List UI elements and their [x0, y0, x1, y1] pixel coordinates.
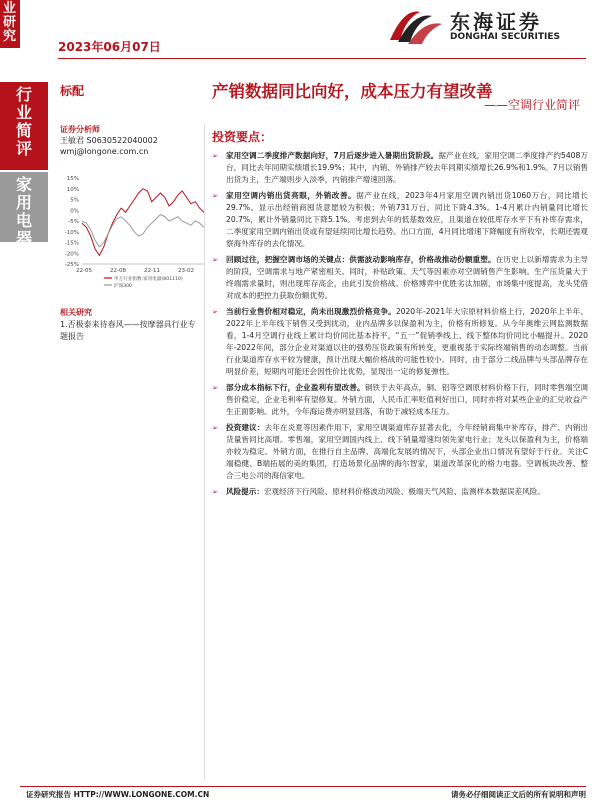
footer-left: 证券研究报告 HTTP://WWW.LONGONE.COM.CN: [26, 790, 210, 799]
keypoint-text: 在历史上以新增需求为主导的阶段，空调需求与地产紧密相关。同时，补贴政策、天气等因素亦对空调销售产生影响。生产压货量大于终端需求量时，则出现库存高企，由此引发价格战。价格博弈中优胜劣汰加剧，市场集中度提高，龙头凭借对成本的把控力获取份额优势。: [226, 255, 588, 300]
column-divider: [204, 124, 205, 780]
analyst-email[interactable]: wmj@longone.com.cn: [60, 147, 149, 156]
logo-cn-text: 东海证券: [450, 10, 542, 34]
keypoint-paragraph: [210, 486, 588, 498]
y-tick-label: -5%: [68, 219, 79, 225]
x-tick-label: 23-02: [178, 268, 194, 274]
footer-divider: [20, 786, 586, 787]
related-item[interactable]: 1.否极泰来待春风——按摩器具行业专题报告: [60, 320, 196, 341]
keypoint-paragraph: [210, 382, 588, 418]
y-tick-label: 15%: [66, 176, 79, 182]
keypoint-lead: 家用空调内销出货亮眼，外销改善。: [226, 191, 357, 200]
keypoint-lead: 当前行业售价相对稳定，尚未出现激烈价格竞争。: [226, 307, 396, 316]
corner-tab: 业研究: [0, 0, 20, 48]
logo-mark-icon: [386, 2, 446, 48]
sidebar-category: 行业简评: [0, 82, 48, 170]
report-subtitle: ——空调行业简评: [483, 98, 580, 112]
bullet-arrow-icon: ➢: [212, 152, 218, 160]
bullet-arrow-icon: ➢: [212, 384, 218, 392]
y-tick-label: -20%: [64, 251, 79, 258]
legend-label: 申万行业指数:家用电器(801110): [114, 277, 183, 282]
keypoint-lead: 家用空调二季度排产数据向好，7月后逐步进入暑期出货阶段。: [226, 151, 439, 160]
y-tick-label: 0%: [70, 208, 79, 215]
keypoint-paragraph: [210, 190, 588, 250]
bullet-arrow-icon: ➢: [212, 488, 218, 496]
keypoint-text: 去年在炎夏等因素作用下，家用空调渠道库存显著去化，今年经销商集中补库存，排产、内销出货量皆同比高增。零售端，家用空调国内线上、线下销量增速均领先家电行业；龙头以保盈利为主，价格端亦较为稳定。外销方面，在推行自主品牌、高端化发展的情况下，头部企业出口情况有望好于行业。关注C端稳健、B端拓展的美的集团，打造场景化品牌的海尔智家，渠道改革深化的格力电器。空调板块改善、整合三电公司的海信家电。: [226, 423, 589, 480]
keypoint-text: 铜铁于去年高点，铜、铝等空调原材料价格下行，同时零售端空调售价稳定，企业毛利率有望修复。外销方面，人民币汇率贬值利好出口，同时亦将对某些企业的汇兑收益产生正面影响。此外，今年海运费亦明显回落，有助于减轻成本压力。: [226, 383, 589, 416]
analyst-label: 证券分析师: [60, 125, 100, 134]
sidebar-industry: 家用电器: [0, 172, 48, 242]
brand-logo: [386, 2, 586, 50]
rating: 标配: [60, 84, 85, 98]
keypoint-text: 据产业在线，2023年4月家用空调内销出货1060万台，同比增长29.7%。显示出经销商囤货意愿较为积极；外销731万台，同比下降4.3%。1-4月累计内销量同比增长20.7%，累计外销量同比下降5.1%。考虑到去年的低基数效应，且渠道在较低库存水平下有补库存需求，二季度家用空调内销出货或有望延续同比增长趋势。出口方面，4月同比增速下降幅度有所收窄，长期还需观察海外库存的去化情况。: [226, 191, 589, 248]
logo-en-text: DONGHAI SECURITIES: [450, 32, 560, 42]
keypoint-paragraph: [210, 150, 588, 186]
keypoint-paragraph: [210, 306, 588, 378]
keypoint-lead: 投资建议：: [226, 423, 265, 432]
keypoint-text: 据产业在线，家用空调二季度排产约5408万台，同比去年同期实绩增长19.9%；其中，内销、外销排产较去年同期实绩增长26.9%和1.9%。7月以销售出货为主，生产端则步入淡季，内销排产增速回落。: [226, 151, 588, 184]
keypoint-lead: 风险提示：: [226, 487, 264, 496]
keypoint-text: 宏观经济下行风险、原材料价格波动风险、极端天气风险、监测样本数据误差风险。: [263, 487, 545, 496]
keypoint-lead: 回顾过往，把握空调市场的关键点：供需波动影响库存，价格战推动份额重塑。: [226, 255, 496, 264]
header-divider: [58, 58, 586, 59]
bullet-arrow-icon: ➢: [212, 256, 218, 264]
related-research: [60, 307, 200, 343]
x-tick-label: 22-05: [76, 268, 92, 274]
analyst-block: [60, 124, 158, 157]
x-tick-label: 22-08: [110, 268, 126, 274]
price-chart: [60, 172, 208, 304]
keypoint-text: 2020年-2021年大宗原材料价格上行，2020年上半年、2022年上半年线下销售又受到扰动，业内品牌多以保盈利为主，价格有所修复。从今年奥维云网监测数据看，1-4月空调行业线上累计均价同比基本持平，“五一”促销季线上、线下整体均价同比小幅提升。2020年-2022年间，部分企业对渠道以往的强势压货政策有所转变，更重视基于实际终端销售的动态调整。当前行业渠道库存水平较为健康，预计出现大幅价格战的可能性较小。同时，由于部分二线品牌与头部品牌存在明显价差，短期内可能还会因性价比优势，显现出一定的修复弹性。: [226, 307, 588, 376]
keypoint-paragraph: [210, 254, 588, 302]
bullet-arrow-icon: ➢: [212, 424, 218, 432]
keypoints-heading: 投资要点：: [212, 130, 273, 144]
keypoint-paragraph: [210, 422, 588, 482]
chart-svg: [60, 172, 208, 304]
x-tick-label: 22-11: [144, 268, 160, 274]
y-tick-label: 5%: [70, 197, 79, 204]
y-tick-label: 10%: [66, 186, 79, 193]
bullet-arrow-icon: ➢: [212, 192, 218, 200]
report-title: 产销数据同比向好，成本压力有望改善: [212, 82, 493, 101]
y-tick-label: -10%: [64, 229, 79, 236]
keypoint-lead: 部分成本指标下行，企业盈利有望改善。: [226, 383, 365, 392]
y-tick-label: -15%: [64, 240, 79, 247]
legend-label: 沪深300: [114, 284, 132, 289]
y-tick-label: -25%: [64, 262, 79, 268]
report-date: 2023年06月07日: [58, 40, 161, 54]
bullet-arrow-icon: ➢: [212, 308, 218, 316]
related-label: 相关研究: [60, 308, 92, 317]
series-line: [82, 215, 204, 247]
analyst-name: 王敏君 S0630522040002: [60, 136, 158, 145]
footer-right: 请务必仔细阅读正文后的所有说明和声明: [451, 790, 586, 799]
keypoints-body: [210, 150, 588, 502]
